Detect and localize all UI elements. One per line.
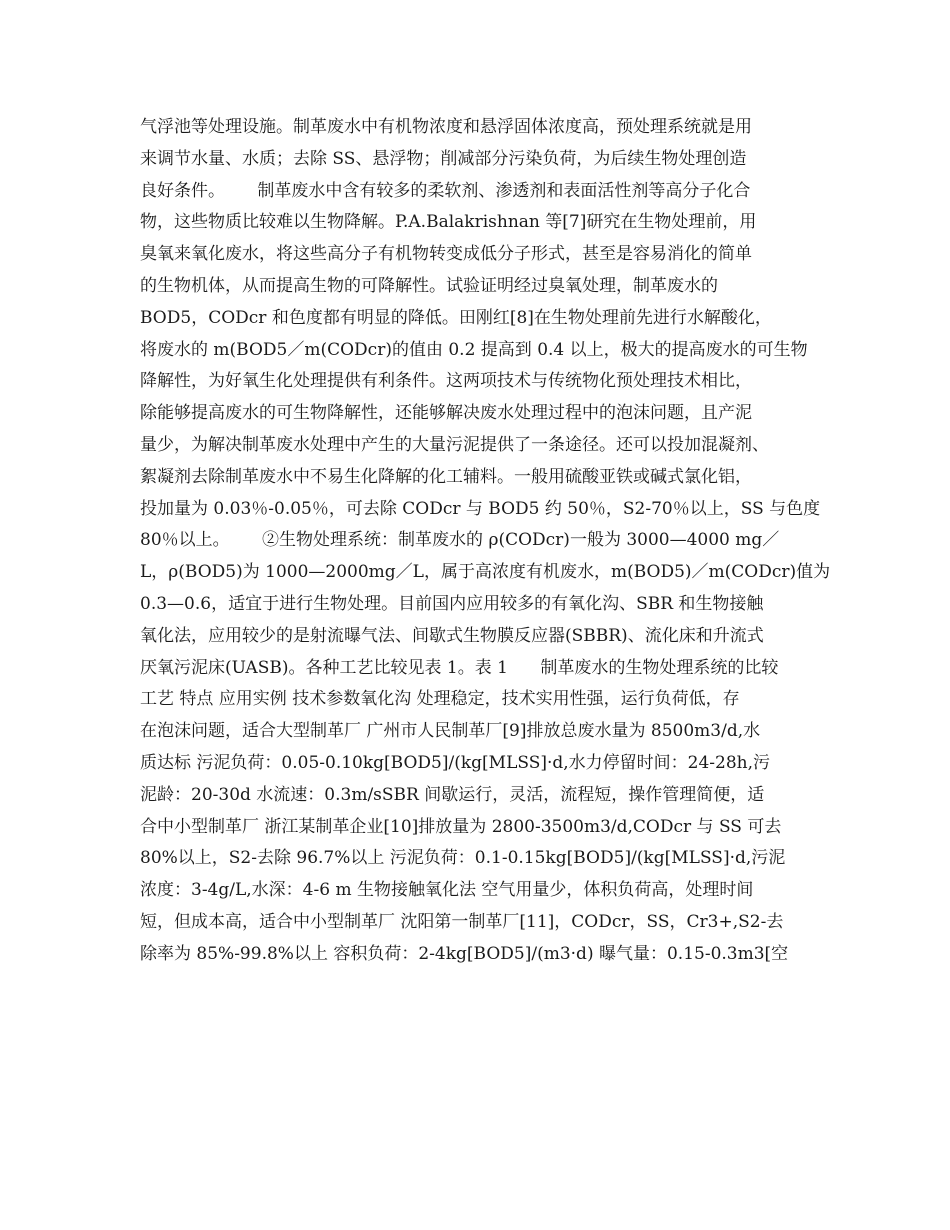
- text-line: 合中小型制革厂 浙江某制革企业[10]排放量为 2800-3500m3/d,CODcr 与 SS 可去: [140, 816, 782, 837]
- text-line: 来调节水量、水质；去除 SS、悬浮物；削减部分污染负荷，为后续生物处理创造: [140, 148, 747, 169]
- text-line: 浓度：3-4g/L,水深：4-6 m 生物接触氧化法 空气用量少，体积负荷高，处理时间: [140, 880, 754, 901]
- text-line: 降解性，为好氧生化处理提供有利条件。这两项技术与传统物化预处理技术相比，: [140, 371, 752, 392]
- text-line: 絮凝剂去除制革废水中不易生化降解的化工辅料。一般用硫酸亚铁或碱式氯化铝，: [140, 466, 752, 487]
- text-line: 质达标 污泥负荷：0.05-0.10kg[BOD5]/(kg[MLSS]·d,水力停留时间：24-28h,污: [140, 752, 771, 773]
- text-line: L，ρ(BOD5)为 1000—2000mg／L，属于高浓度有机废水，m(BOD5)／m(CODcr)值为: [140, 562, 831, 583]
- text-line: 泥龄：20-30d 水流速：0.3m/sSBR 间歇运行，灵活，流程短，操作管理简便，适: [140, 784, 765, 805]
- text-line: 工艺 特点 应用实例 技术参数氧化沟 处理稳定，技术实用性强，运行负荷低，存: [140, 689, 740, 710]
- text-line: 0.3—0.6，适宜于进行生物处理。目前国内应用较多的有氧化沟、SBR 和生物接触: [140, 593, 764, 614]
- text-line: 气浮池等处理设施。制革废水中有机物浓度和悬浮固体浓度高，预处理系统就是用: [140, 117, 752, 137]
- text-line: 良好条件。 制革废水中含有较多的柔软剂、渗透剂和表面活性剂等高分子化合: [140, 180, 751, 201]
- text-line: 在泡沫问题，适合大型制革厂 广州市人民制革厂[9]排放总废水量为 8500m3/d,水: [140, 721, 761, 742]
- text-line: 80%以上，S2-去除 96.7%以上 污泥负荷：0.1-0.15kg[BOD5]/(kg[MLSS]·d,污泥: [140, 848, 786, 869]
- text-line: 量少，为解决制革废水处理中产生的大量污泥提供了一条途径。还可以投加混凝剂、: [140, 434, 769, 455]
- text-line: 除率为 85%-99.8%以上 容积负荷：2-4kg[BOD5]/(m3·d) 曝气量：0.15-0.3m3[空: [140, 943, 789, 964]
- text-line: 80％以上。 ②生物处理系统：制革废水的 ρ(CODcr)一般为 3000—4000 mg／: [140, 530, 780, 551]
- text-line: 投加量为 0.03％-0.05％，可去除 CODcr 与 BOD5 约 50％，S2-70％以上，SS 与色度: [140, 498, 821, 519]
- text-line: BOD5，CODcr 和色度都有明显的降低。田刚红[8]在生物处理前先进行水解酸化，: [140, 307, 772, 328]
- text-line: 除能够提高废水的可生物降解性，还能够解决废水处理过程中的泡沫问题，且产泥: [140, 403, 752, 424]
- body-text: [140, 112, 840, 971]
- text-line: 厌氧污泥床(UASB)。各种工艺比较见表 1。表 1 制革废水的生物处理系统的比较: [140, 657, 779, 678]
- text-line: 氧化法，应用较少的是射流曝气法、间歇式生物膜反应器(SBBR)、流化床和升流式: [140, 625, 764, 646]
- text-line: 将废水的 m(BOD5／m(CODcr)的值由 0.2 提高到 0.4 以上，极大的提高废水的可生物: [140, 339, 808, 360]
- text-line: 短，但成本高，适合中小型制革厂 沈阳第一制革厂[11]，CODcr，SS，Cr3+,S2-去: [140, 911, 784, 932]
- text-line: 物，这些物质比较难以生物降解。P.A.Balakrishnan 等[7]研究在生物处理前，用: [140, 212, 757, 233]
- text-line: 臭氧来氧化废水，将这些高分子有机物转变成低分子形式，甚至是容易消化的简单: [140, 244, 752, 265]
- text-line: 的生物机体，从而提高生物的可降解性。试验证明经过臭氧处理，制革废水的: [140, 275, 718, 296]
